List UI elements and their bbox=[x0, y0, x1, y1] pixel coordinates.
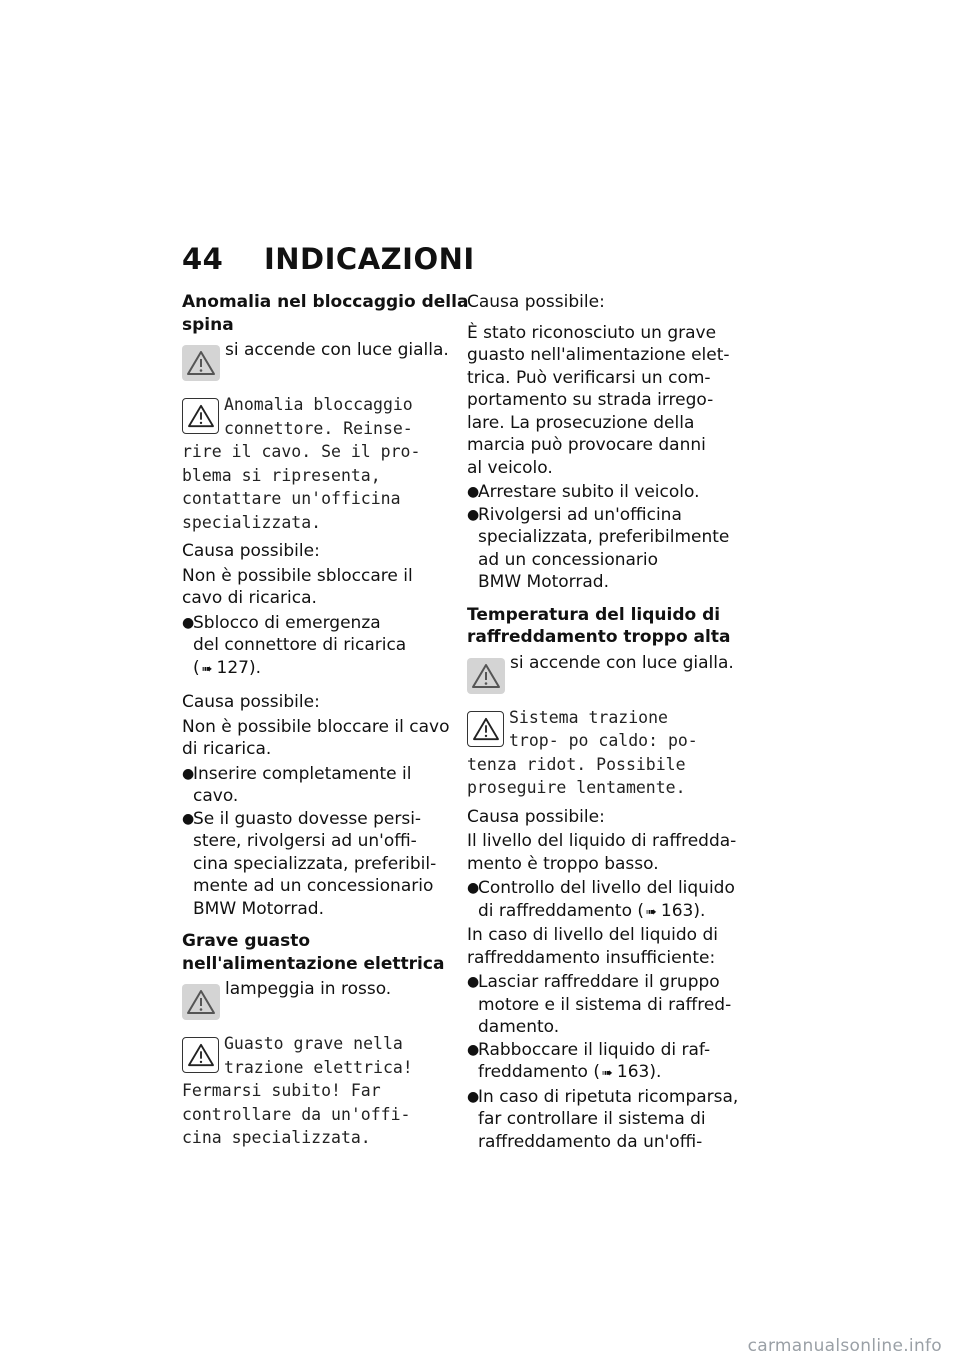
cause-text: È stato riconosciuto un grave guasto nell'alimentazione elet- trica. Può verificarsi un com- portamento su strada irrego- lare. La prosecuzione della marcia può provocare danni al veicolo. bbox=[467, 322, 730, 478]
section-heading: Temperatura del liquido di raffreddamento troppo alta bbox=[467, 604, 731, 647]
watermark: carmanualsonline.info bbox=[747, 1336, 942, 1356]
cause-label: Causa possibile: bbox=[182, 541, 320, 561]
list-item: ● Sblocco di emergenza del connettore di ricarica ( ➠ 127). bbox=[182, 612, 407, 678]
page-reference[interactable]: 163). bbox=[616, 1062, 662, 1082]
list-item: ● Inserire completamente il cavo. bbox=[182, 763, 412, 806]
arrow-reference-icon: ➠ bbox=[646, 904, 657, 920]
cause-text: Il livello del liquido di raffredda- mento è troppo basso. bbox=[467, 831, 737, 874]
page-reference[interactable]: 127). bbox=[216, 657, 262, 678]
page-reference[interactable]: 163). bbox=[660, 900, 706, 921]
right-column bbox=[467, 291, 742, 1153]
warning-light-row bbox=[182, 339, 454, 381]
warning-triangle-icon bbox=[467, 711, 504, 747]
list-item: ● Se il guasto dovesse persi- stere, rivolgersi ad un'offi- cina specializzata, preferibil- mente ad un concessionario BMW Motorrad. bbox=[182, 808, 437, 919]
left-column bbox=[182, 291, 469, 1150]
list-item: ● Rabboccare il liquido di raf- freddamento ( ➠ 163). bbox=[467, 1039, 711, 1082]
condition-text: In caso di livello del liquido di raffreddamento insufficiente: bbox=[467, 925, 718, 968]
arrow-reference-icon: ➠ bbox=[201, 661, 213, 677]
warning-triangle-icon bbox=[467, 658, 505, 694]
list-item: ● Lasciar raffreddare il gruppo motore e il sistema di raffred- damento. bbox=[467, 972, 732, 1037]
warning-triangle-icon bbox=[182, 345, 220, 381]
display-message: Guasto grave nella trazione elettrica! Fermarsi subito! Far controllare da un'offi- cina specializzata. bbox=[182, 1034, 413, 1147]
cause-label: Causa possibile: bbox=[467, 292, 605, 312]
display-message: Sistema trazione trop- po caldo: po- tenza ridot. Possibile proseguire lentamente. bbox=[467, 707, 698, 797]
cause-label: Causa possibile: bbox=[467, 806, 605, 827]
warning-triangle-icon bbox=[182, 398, 219, 434]
section-heading: Anomalia nel bloccaggio della spina bbox=[182, 292, 469, 335]
section-title: INDICAZIONI bbox=[264, 242, 475, 276]
list-item: ● Arrestare subito il veicolo. bbox=[467, 482, 700, 502]
light-description: si accende con luce gialla. bbox=[510, 652, 734, 673]
warning-light-row bbox=[467, 652, 742, 694]
list-item: ● Rivolgersi ad un'officina specializzata, preferibilmente ad un concessionario BMW Motorrad. bbox=[467, 504, 730, 592]
cause-text: Non è possibile sbloccare il cavo di ricarica. bbox=[182, 565, 413, 608]
warning-triangle-icon bbox=[182, 984, 220, 1020]
cause-text: Non è possibile bloccare il cavo di ricarica. bbox=[182, 716, 450, 759]
page-header bbox=[182, 242, 475, 276]
page-number: 44 bbox=[182, 242, 224, 276]
light-description: lampeggia in rosso. bbox=[225, 979, 392, 999]
section-heading: Grave guasto nell'alimentazione elettrica bbox=[182, 931, 445, 974]
display-message: Anomalia bloccaggio connettore. Reinse- rire il cavo. Se il pro- blema si ripresenta, contattare un'officina specializzata. bbox=[182, 395, 421, 532]
light-description: si accende con luce gialla. bbox=[225, 340, 449, 360]
list-item: ● In caso di ripetuta ricomparsa, far controllare il sistema di raffreddamento da un'offi- bbox=[467, 1086, 739, 1152]
cause-label: Causa possibile: bbox=[182, 692, 320, 712]
arrow-reference-icon: ➠ bbox=[601, 1066, 613, 1081]
warning-triangle-icon bbox=[182, 1037, 219, 1073]
warning-light-row bbox=[182, 978, 454, 1020]
list-item: ● Controllo del livello del liquido di raffreddamento ( ➠ 163). bbox=[467, 878, 735, 921]
